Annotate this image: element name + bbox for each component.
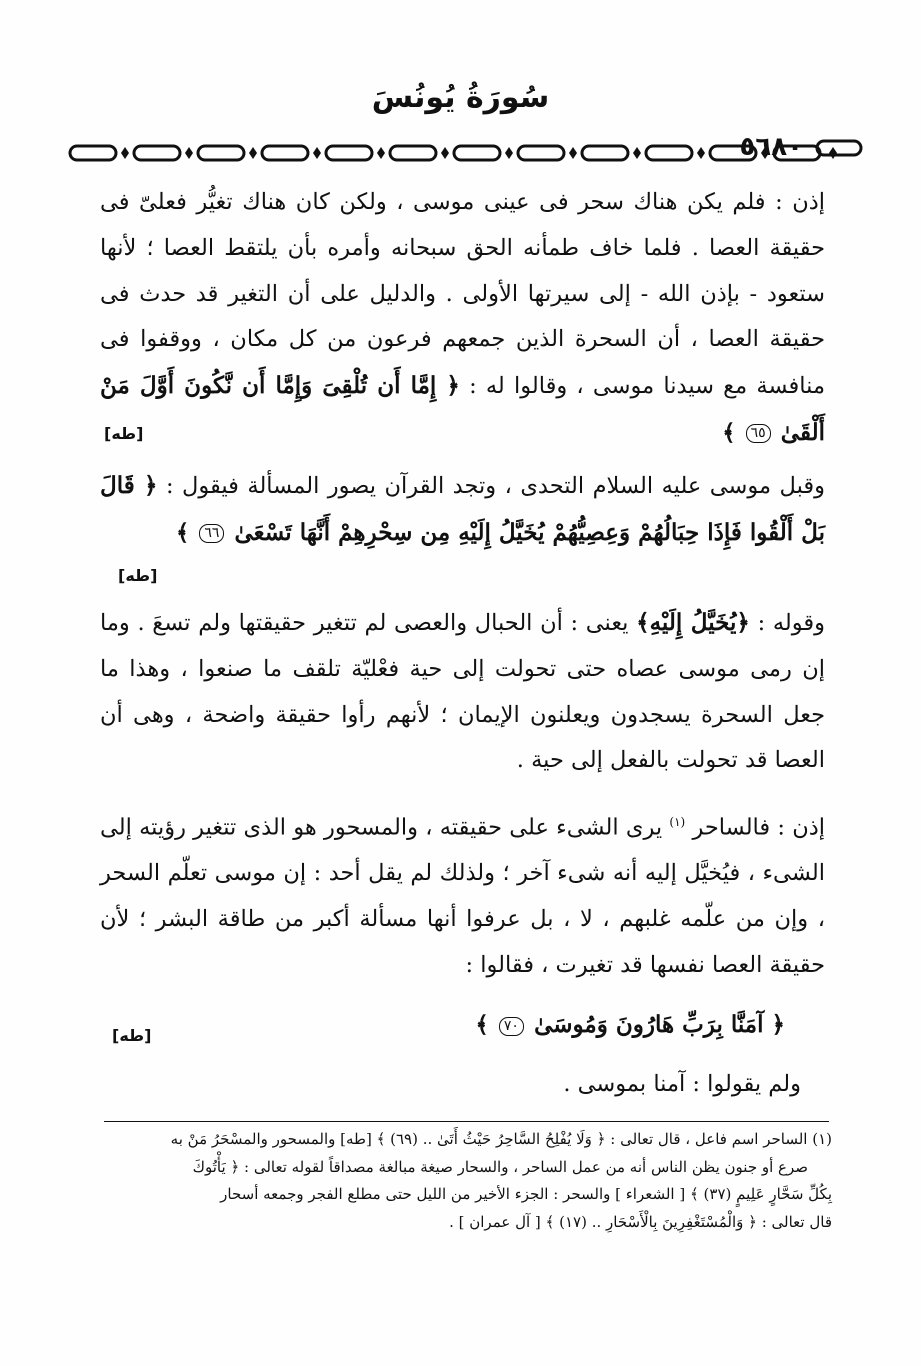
paragraph-text: ولم يقولوا : آمنا بموسى .	[563, 1071, 801, 1097]
paragraph-text: إذن : فلم يكن هناك سحر فى عينى موسى ، ولكن كان هناك تغيُّر فعلىّ فى حقيقة العصا . فلما خاف طمأنه الحق سبحانه وأمره بأن يلتقط العصا ؛ لأنها ستعود - بإذن الله - إلى سيرتها الأولى . والدليل على أن التغير قد حدث فى حقيقة العصا ، أن السحرة الذين جمعهم فرعون من كل مكان ، ووقفوا فى منافسة مع سيدنا موسى ، وقالوا له :	[100, 189, 826, 400]
verse-number: ٧٠	[499, 1017, 524, 1036]
paragraph-text: وقوله :	[757, 610, 825, 636]
paragraph-text: يعنى : أن الحبال والعصى لم تتغير حقيقتها ولم تسعَ . وما إن رمى موسى عصاه حتى تحولت إلى حية فعْليّة تلقف ما صنعوا ، وهذا ما جعل السحرة يسجدون ويعلنون الإيمان ؛ لأنهم رأوا حقيقة واضحة ، وهى أن العصا قد تحولت بالفعل إلى حية .	[100, 610, 825, 774]
quran-verse-inline: ﴿يُخَيَّلُ إِلَيْهِ﴾	[636, 609, 750, 636]
verse-number: ٦٥	[746, 424, 771, 443]
verse-number: ٦٦	[199, 524, 224, 543]
verse-close-brace: ﴾	[175, 519, 190, 546]
footnote-line: بِكُلِّ سَحَّارٍ عَلِيمٍ (٣٧) ﴾ [ الشعراء ] والسحر : الجزء الأخير من الليل حتى مطلع الفجر وجمعه أسحار	[220, 1185, 832, 1203]
footnote-line: (١) الساحر اسم فاعل ، قال تعالى : ﴿ وَلَا يُفْلِحُ السَّاحِرُ حَيْثُ أَتَىٰ .. (٦٩) ﴾ [طه] والمسحور والمسْحَرُ مَنْ به	[170, 1130, 832, 1148]
quran-verse: ﴿ إِمَّا أَن تُلْقِىَ وَإِمَّا أَن نَّكُونَ أَوَّلَ مَنْ أَلْقَىٰ	[100, 372, 825, 446]
surah-reference: [طه]	[112, 1026, 152, 1045]
paragraph-text: يرى الشىء على حقيقته ، والمسحور هو الذى تتغير رؤيته إلى الشىء ، فيُخيَّل إليه أنه شىء آخر ؛ ولذلك لم يقل أحد : إن موسى تعلّم السحر ، وإن من علّمه غلبهم ، لا ، بل عرفوا أنها مسألة أكبر من طاقة البشر ؛ لأن حقيقة العصا نفسها قد تغيرت ، فقالوا :	[100, 814, 825, 978]
quran-verse: ﴿ آمَنَّا بِرَبِّ هَارُونَ وَمُوسَىٰ	[534, 1011, 785, 1038]
footnote-line: صرع أو جنون يظن الناس أنه من عمل الساحر ، والسحار صيغة مبالغة مصداقاً لقوله تعالى : ﴿ يَأْتُوكَ	[192, 1157, 808, 1176]
footnote-reference[interactable]: (١)	[669, 815, 686, 829]
footnote-divider	[104, 1121, 829, 1122]
paragraph-text: إذن : فالساحر	[692, 814, 825, 841]
footnotes	[104, 1126, 832, 1236]
verse-close-brace: ﴾	[475, 1012, 489, 1038]
diamond-ornament-icon	[813, 137, 869, 159]
verse-close-brace: ﴾	[722, 419, 736, 446]
page-number: ٥٦٨٠	[739, 132, 803, 162]
surah-reference: [طه]	[118, 566, 158, 585]
footnote-line: قال تعالى : ﴿ وَالْمُسْتَغْفِرِينَ بِالْأَسْحَارِ .. (١٧) ﴾ [ آل عمران ] .	[449, 1212, 832, 1231]
quran-verse: ﴿ قَالَ بَلْ أَلْقُوا فَإِذَا حِبَالُهُمْ وَعِصِيُّهُمْ يُخَيَّلُ إِلَيْهِ مِن سِحْرِهِمْ أَنَّهَا تَسْعَىٰ	[100, 472, 825, 546]
surah-reference: [طه]	[104, 424, 144, 443]
paragraph-text: وقبل موسى عليه السلام التحدى ، وتجد القرآن يصور المسألة فيقول :	[165, 473, 825, 499]
surah-title: سُورَةُ يُونُسَ	[371, 80, 550, 115]
